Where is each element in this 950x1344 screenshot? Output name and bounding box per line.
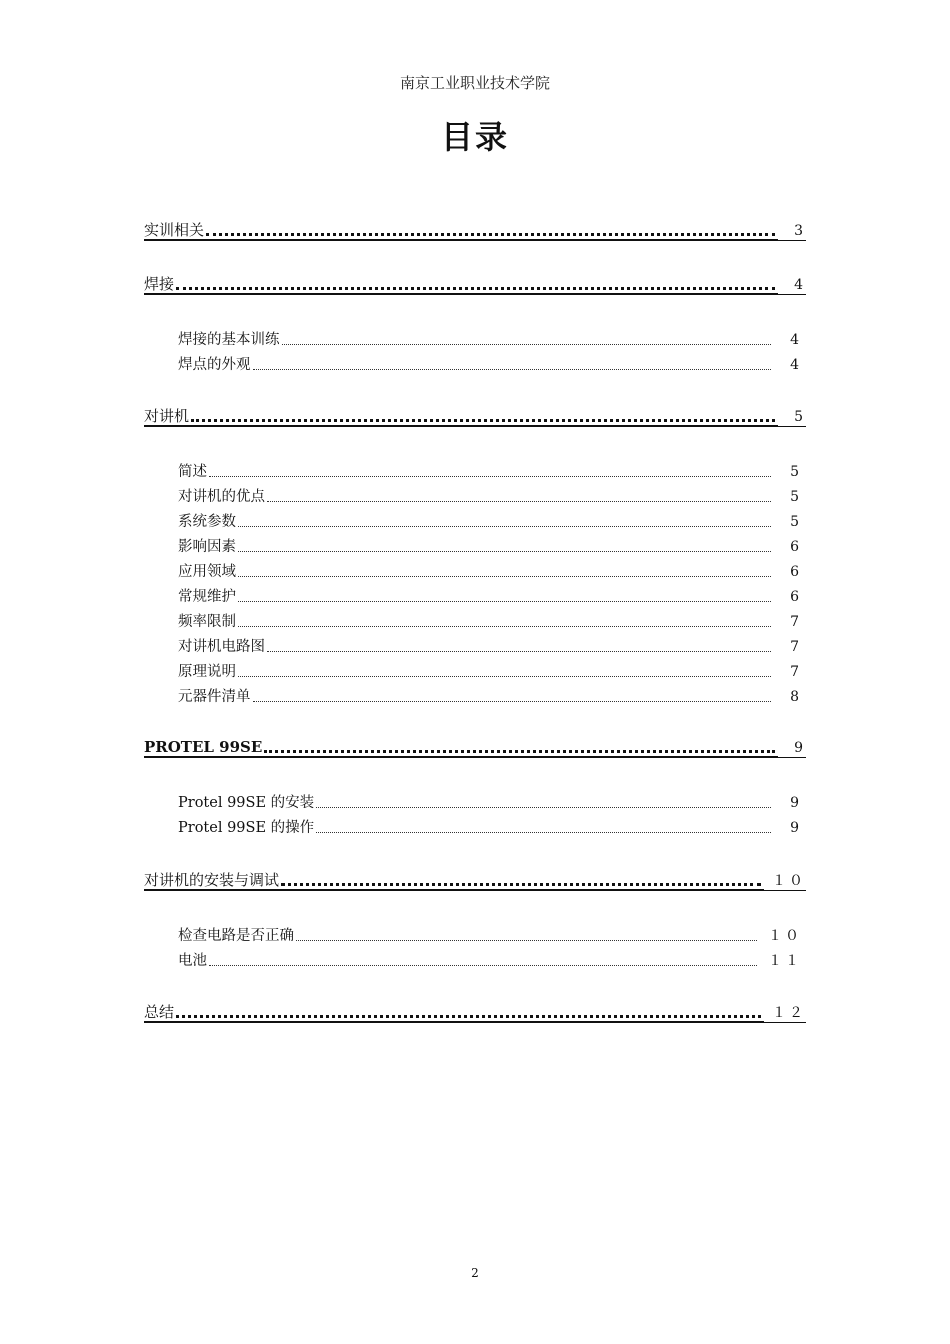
- dot-leader: [238, 576, 771, 577]
- dot-leader: [238, 551, 771, 552]
- toc-entry-link[interactable]: [144, 221, 778, 241]
- toc-entry[interactable]: [144, 869, 806, 891]
- toc-subentry[interactable]: [178, 684, 802, 706]
- toc-entry-link[interactable]: [178, 688, 774, 706]
- toc-subentry[interactable]: [178, 659, 802, 681]
- toc-entry-page: 3: [778, 222, 806, 241]
- toc-entry-page: 9: [778, 739, 806, 758]
- dot-leader: [238, 676, 771, 677]
- toc-entry-link[interactable]: [178, 538, 774, 556]
- toc-entry-label: 电池: [178, 953, 207, 969]
- toc-entry-page: 8: [790, 689, 802, 705]
- toc-entry-link[interactable]: [178, 513, 774, 531]
- dot-leader: [191, 419, 775, 422]
- toc-subentry[interactable]: [178, 534, 802, 556]
- toc-entry-label: 影响因素: [178, 539, 236, 555]
- toc-entry-link[interactable]: [178, 488, 774, 506]
- toc-subentry[interactable]: [178, 790, 802, 812]
- toc-entry-label: 频率限制: [178, 614, 236, 630]
- dot-leader: [176, 287, 775, 290]
- toc-entry-page: 6: [790, 564, 802, 580]
- dot-leader: [209, 965, 757, 966]
- dot-leader: [238, 526, 771, 527]
- toc-entry-page: 9: [790, 795, 802, 811]
- toc-entry-label: Protel 99SE 的操作: [178, 820, 315, 836]
- toc-entry-label: 简述: [178, 464, 207, 480]
- page-title: 目录: [440, 118, 509, 156]
- toc-entry-page: １０: [768, 928, 802, 944]
- toc-entry-link[interactable]: [144, 407, 778, 427]
- toc-entry[interactable]: [144, 273, 806, 295]
- toc-entry-label: 系统参数: [178, 514, 236, 530]
- toc-entry[interactable]: [144, 1001, 806, 1023]
- toc-entry-page: １２: [764, 1004, 806, 1023]
- toc-subentry[interactable]: [178, 815, 802, 837]
- toc-entry-label: 焊点的外观: [178, 357, 251, 373]
- toc-entry-page: １０: [764, 872, 806, 891]
- toc-entry-link[interactable]: [178, 463, 774, 481]
- dot-leader: [206, 233, 775, 236]
- dot-leader: [253, 369, 772, 370]
- dot-leader: [209, 476, 771, 477]
- toc-entry-page: 6: [790, 539, 802, 555]
- toc-entry-label: 元器件清单: [178, 689, 251, 705]
- toc-entry-page: 6: [790, 589, 802, 605]
- dot-leader: [282, 344, 772, 345]
- toc-subentry[interactable]: [178, 609, 802, 631]
- toc-entry-label: 总结: [144, 1003, 175, 1021]
- toc-subentry[interactable]: [178, 327, 802, 349]
- toc-subentry[interactable]: [178, 352, 802, 374]
- toc-subentry[interactable]: [178, 634, 802, 656]
- toc-entry-page: 4: [790, 357, 802, 373]
- toc-entry-page: 4: [790, 332, 802, 348]
- toc-entry-link[interactable]: [144, 1003, 764, 1023]
- toc-subentry[interactable]: [178, 559, 802, 581]
- toc-entry[interactable]: [144, 405, 806, 427]
- toc-entry-label: 对讲机电路图: [178, 639, 265, 655]
- page-number: 2: [471, 1266, 479, 1280]
- toc-subentry[interactable]: [178, 509, 802, 531]
- toc-subentry[interactable]: [178, 948, 802, 970]
- toc-entry-page: 5: [790, 514, 802, 530]
- toc-entry-page: 7: [790, 664, 802, 680]
- dot-leader: [264, 750, 775, 753]
- toc-subentry[interactable]: [178, 459, 802, 481]
- toc-entry-link[interactable]: [178, 794, 774, 812]
- dot-leader: [296, 940, 757, 941]
- toc-entry-label: 检查电路是否正确: [178, 928, 294, 944]
- dot-leader: [176, 1015, 761, 1018]
- toc-entry-label: 原理说明: [178, 664, 236, 680]
- toc-entry-page: 5: [790, 489, 802, 505]
- dot-leader: [238, 626, 771, 627]
- toc-entry-label: Protel 99SE 的安装: [178, 795, 315, 811]
- toc-entry-link[interactable]: [144, 738, 778, 758]
- toc-entry-label: 对讲机: [144, 407, 190, 425]
- toc-entry-label: 对讲机的优点: [178, 489, 265, 505]
- toc-entry-label: 焊接的基本训练: [178, 332, 280, 348]
- toc-subentry[interactable]: [178, 584, 802, 606]
- toc-entry-link[interactable]: [178, 331, 774, 349]
- toc-entry-link[interactable]: [178, 563, 774, 581]
- toc-entry-link[interactable]: [144, 871, 764, 891]
- toc-entry-link[interactable]: [178, 356, 774, 374]
- dot-leader: [267, 651, 771, 652]
- toc-entry-label: 应用领域: [178, 564, 236, 580]
- dot-leader: [238, 601, 771, 602]
- dot-leader: [316, 832, 771, 833]
- toc-entry-page: 5: [790, 464, 802, 480]
- dot-leader: [281, 883, 761, 886]
- toc-entry-link[interactable]: [178, 663, 774, 681]
- dot-leader: [316, 807, 771, 808]
- toc-entry-link[interactable]: [178, 638, 774, 656]
- toc-entry-page: 4: [778, 276, 806, 295]
- toc-entry-label: 常规维护: [178, 589, 236, 605]
- toc-subentry[interactable]: [178, 923, 802, 945]
- dot-leader: [253, 701, 772, 702]
- toc-entry-page: １１: [768, 953, 802, 969]
- toc-entry-label: 对讲机的安装与调试: [144, 871, 280, 889]
- toc-entry[interactable]: [144, 736, 806, 758]
- toc-subentry[interactable]: [178, 484, 802, 506]
- toc-entry-link[interactable]: [178, 588, 774, 606]
- toc-entry[interactable]: [144, 219, 806, 241]
- toc-entry-page: 5: [778, 408, 806, 427]
- toc-entry-link[interactable]: [144, 275, 778, 295]
- toc-entry-page: 9: [790, 820, 802, 836]
- toc-entry-label: 实训相关: [144, 221, 205, 239]
- toc-entry-page: 7: [790, 614, 802, 630]
- toc-entry-link[interactable]: [178, 927, 760, 945]
- toc-entry-link[interactable]: [178, 613, 774, 631]
- dot-leader: [267, 501, 771, 502]
- toc-entry-link[interactable]: [178, 819, 774, 837]
- toc-entry-page: 7: [790, 639, 802, 655]
- toc-entry-label: 焊接: [144, 275, 175, 293]
- toc-entry-link[interactable]: [178, 952, 760, 970]
- page-header: 南京工业职业技术学院: [399, 74, 550, 92]
- toc-entry-label: PROTEL 99SE: [144, 738, 263, 756]
